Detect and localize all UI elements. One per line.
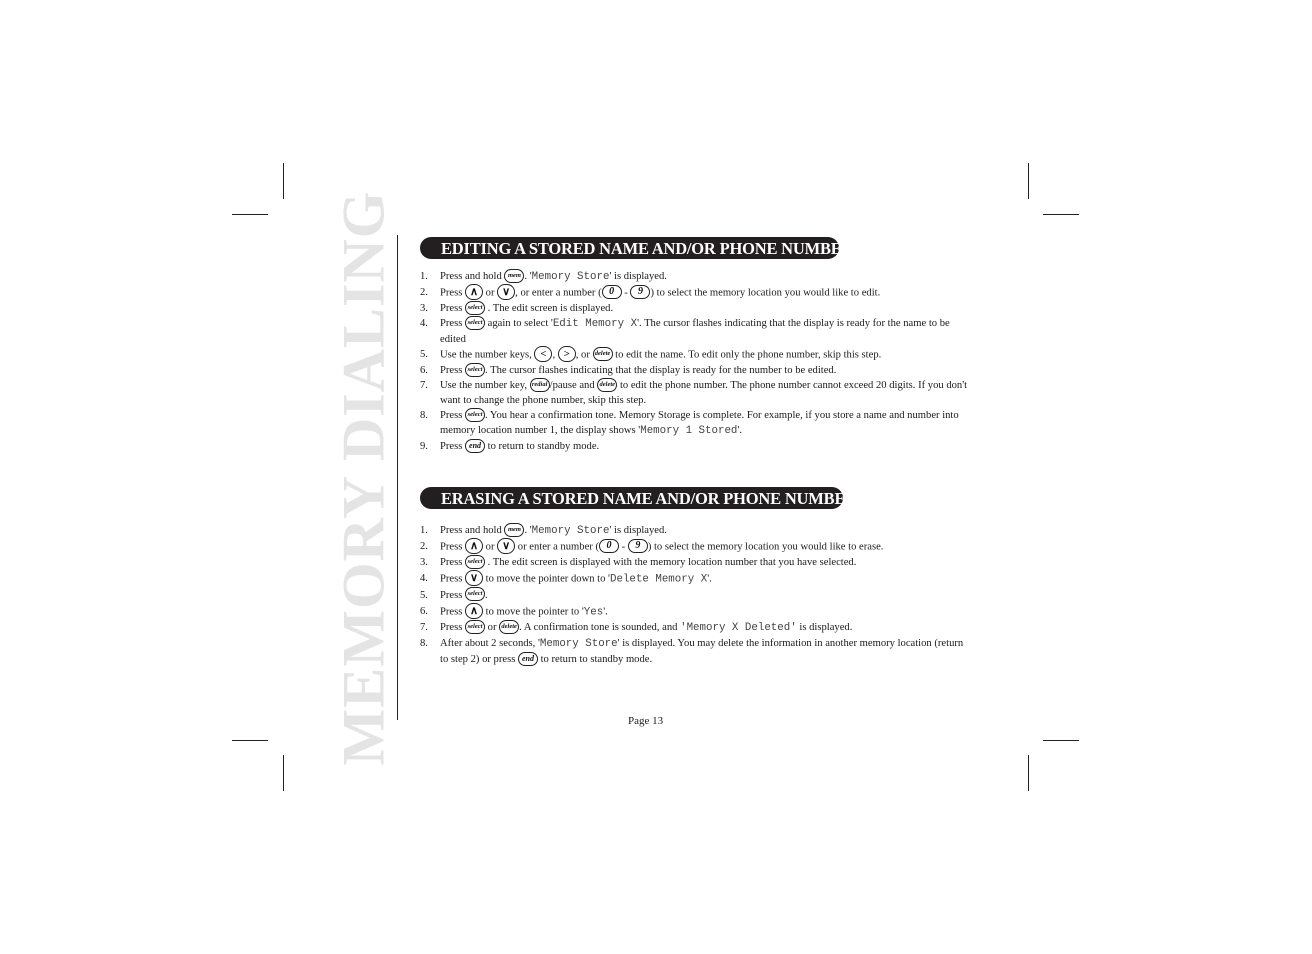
redial-key-icon: redial bbox=[530, 378, 550, 392]
step-text: Press ∧ to move the pointer to 'Yes'. bbox=[440, 604, 608, 619]
step-number: 9. bbox=[420, 441, 428, 452]
list-item bbox=[420, 555, 972, 571]
zero-key-icon: 0 bbox=[602, 285, 622, 299]
step-number: 8. bbox=[420, 638, 428, 650]
crop-mark bbox=[1043, 740, 1079, 741]
delete-key-icon: delete bbox=[597, 378, 617, 392]
step-number: 3. bbox=[420, 557, 428, 569]
display-text: Memory Store bbox=[531, 525, 610, 537]
step-text: Press end to return to standby mode. bbox=[440, 440, 600, 452]
step-number: 1. bbox=[420, 525, 428, 536]
list-item bbox=[420, 316, 972, 347]
nine-key-icon: 9 bbox=[628, 539, 648, 553]
display-text: Memory Store bbox=[539, 638, 618, 651]
step-number: 4. bbox=[420, 573, 428, 585]
crop-mark bbox=[232, 740, 268, 741]
list-item bbox=[420, 539, 972, 555]
step-number: 7. bbox=[420, 380, 428, 391]
select-key-icon: select bbox=[465, 620, 485, 634]
step-number: 3. bbox=[420, 303, 428, 314]
list-item bbox=[420, 439, 972, 454]
list-item bbox=[420, 363, 972, 378]
list-item bbox=[420, 378, 972, 408]
crop-mark bbox=[1028, 755, 1029, 791]
display-text: Delete Memory X bbox=[609, 573, 708, 586]
list-item bbox=[420, 571, 972, 587]
zero-key-icon: 0 bbox=[599, 539, 619, 553]
down-arrow-key-icon: ∨ bbox=[497, 284, 515, 300]
display-text: Memory Store bbox=[531, 271, 610, 283]
select-key-icon: select bbox=[465, 555, 485, 569]
display-text: 'Memory X Deleted' bbox=[680, 622, 797, 635]
erasing-section-header: ERASING A STORED NAME AND/OR PHONE NUMBER bbox=[420, 487, 843, 509]
list-item bbox=[420, 620, 972, 636]
crop-mark bbox=[1028, 163, 1029, 199]
select-key-icon: select bbox=[465, 587, 485, 601]
step-text: Press ∧ or ∨ , or enter a number ( 0 - 9 ) to select the memory location you would like to edit. bbox=[440, 286, 881, 299]
step-text: Press select again to select 'Edit Memory X'. The cursor flashes indicating that the display is ready for the name to be edited bbox=[440, 316, 972, 347]
crop-mark bbox=[283, 163, 284, 199]
step-text: Press ∧ or ∨ or enter a number ( 0 - 9 ) to select the memory location you would like to erase. bbox=[440, 540, 884, 553]
step-number: 5. bbox=[420, 589, 428, 601]
up-arrow-key-icon: ∧ bbox=[465, 284, 483, 300]
step-text: Press select or delete . A confirmation tone is sounded, and 'Memory X Deleted' is displayed. bbox=[440, 620, 972, 636]
display-text: Edit Memory X bbox=[552, 318, 638, 330]
step-number: 6. bbox=[420, 605, 428, 617]
step-text: Press and hold mem . 'Memory Store' is displayed. bbox=[440, 269, 972, 285]
step-number: 1. bbox=[420, 271, 428, 282]
editing-steps bbox=[420, 269, 972, 454]
end-key-icon: end bbox=[518, 652, 538, 666]
mem-key-icon: mem bbox=[504, 523, 524, 537]
nine-key-icon: 9 bbox=[630, 285, 650, 299]
list-item bbox=[420, 269, 972, 285]
crop-mark bbox=[283, 755, 284, 791]
down-arrow-key-icon: ∨ bbox=[465, 570, 483, 586]
select-key-icon: select bbox=[465, 408, 485, 422]
step-text: Press select . The cursor flashes indicating that the display is ready for the number to be edited. bbox=[440, 363, 972, 378]
side-title: MEMORY DIALING bbox=[330, 190, 397, 766]
mem-key-icon: mem bbox=[504, 269, 524, 283]
editing-section-header: EDITING A STORED NAME AND/OR PHONE NUMBER bbox=[420, 237, 839, 259]
down-arrow-key-icon: ∨ bbox=[497, 538, 515, 554]
step-number: 4. bbox=[420, 318, 428, 329]
delete-key-icon: delete bbox=[499, 620, 519, 634]
step-text: Use the number keys, < , > , or delete to edit the name. To edit only the phone number, skip this step. bbox=[440, 348, 882, 361]
step-text: Press select . bbox=[440, 588, 972, 604]
step-text: After about 2 seconds, 'Memory Store' is displayed. You may delete the information in another memory location (return to step 2) or press end to return to standby mode. bbox=[440, 638, 964, 666]
display-text: Memory 1 Stored bbox=[640, 425, 738, 437]
left-arrow-key-icon: < bbox=[534, 346, 552, 362]
display-text: Yes bbox=[583, 606, 604, 619]
right-arrow-key-icon: > bbox=[558, 346, 576, 362]
list-item bbox=[420, 588, 972, 604]
list-item bbox=[420, 604, 972, 620]
step-text: Press ∨ to move the pointer down to 'Delete Memory X'. bbox=[440, 572, 712, 586]
select-key-icon: select bbox=[465, 316, 485, 330]
list-item bbox=[420, 636, 972, 668]
step-number: 2. bbox=[420, 541, 428, 552]
step-text: Use the number key, redial /pause and delete to edit the phone number. The phone number cannot exceed 20 digits. If you don't want to change the phone number, skip this step. bbox=[440, 378, 972, 408]
step-number: 6. bbox=[420, 365, 428, 376]
end-key-icon: end bbox=[465, 439, 485, 453]
step-text: Press select . The edit screen is displayed with the memory location number that you have selected. bbox=[440, 555, 972, 571]
step-text: Press select . The edit screen is displayed. bbox=[440, 301, 972, 316]
select-key-icon: select bbox=[465, 363, 485, 377]
list-item bbox=[420, 523, 972, 539]
step-number: 5. bbox=[420, 349, 428, 360]
step-number: 7. bbox=[420, 622, 428, 634]
step-number: 2. bbox=[420, 287, 428, 298]
up-arrow-key-icon: ∧ bbox=[465, 538, 483, 554]
step-text: Press and hold mem . 'Memory Store' is displayed. bbox=[440, 523, 972, 539]
up-arrow-key-icon: ∧ bbox=[465, 603, 483, 619]
list-item bbox=[420, 285, 972, 301]
select-key-icon: select bbox=[465, 301, 485, 315]
crop-mark bbox=[232, 214, 268, 215]
page-number: Page 13 bbox=[628, 715, 664, 727]
crop-mark bbox=[1043, 214, 1079, 215]
step-text: Press select . You hear a confirmation tone. Memory Storage is complete. For example, if you store a name and number into memory location number 1, the display shows 'Memory 1 Stored'. bbox=[440, 408, 972, 439]
list-item bbox=[420, 347, 972, 363]
erasing-steps bbox=[420, 523, 972, 668]
list-item bbox=[420, 301, 972, 316]
step-number: 8. bbox=[420, 410, 428, 421]
delete-key-icon: delete bbox=[593, 347, 613, 361]
list-item bbox=[420, 408, 972, 439]
